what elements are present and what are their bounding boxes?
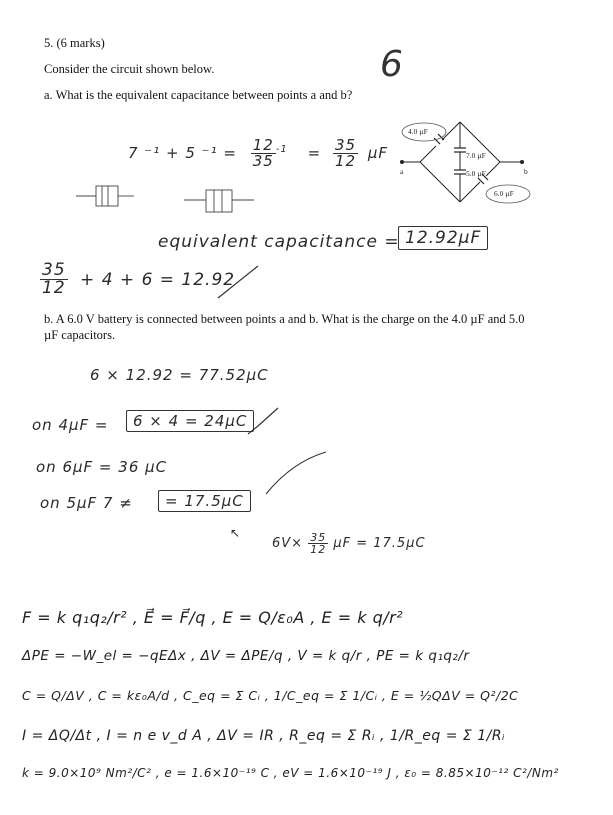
work-a-frac1 (251, 138, 276, 169)
work-a-frac2-den: 12 (334, 152, 357, 170)
formula-row-4: I = ΔQ/Δt , I = n e v_d A , ΔV = IR , R_eq = Σ Rᵢ , 1/R_eq = Σ 1/Rᵢ (22, 728, 506, 744)
work-b-on4-value: 6 × 4 = 24µC (126, 410, 254, 432)
formula-row-3: C = Q/ΔV , C = kε₀A/d , C_eq = Σ Cᵢ , 1/C_eq = Σ 1/Cᵢ , E = ½QΔV = Q²/2C (22, 688, 519, 703)
score-mark: 6 (380, 44, 403, 85)
work-b-on6: on 6µF = 36 µC (36, 458, 168, 476)
terminal-a (400, 160, 404, 164)
work-a-line1 (128, 138, 388, 169)
question-part-a: a. What is the equivalent capacitance between points a and b? (44, 88, 353, 102)
check-stroke-a (214, 262, 264, 302)
work-a-eq: = (307, 144, 322, 162)
work-b-total: 6 × 12.92 = 77.52µC (90, 366, 269, 384)
question-part-b-line1: b. A 6.0 V battery is connected between points a and b. What is the charge on the 4.0 µF and 5.0 (44, 312, 525, 326)
question-number: 5. (6 marks) (44, 36, 105, 50)
work-b-on5-label: on 5µF 7 ≠ (40, 494, 133, 512)
work-a-lhs: 7 ⁻¹ + 5 ⁻¹ = (128, 144, 237, 162)
work-a-frac2-num: 35 (334, 136, 357, 154)
work-a-unit: µF (367, 144, 388, 162)
label-4uF: 4.0 µF (408, 127, 428, 136)
formula-row-5: k = 9.0×10⁹ Nm²/C² , e = 1.6×10⁻¹⁹ C , eV = 1.6×10⁻¹⁹ J , ε₀ = 8.85×10⁻¹² C²/Nm² (22, 766, 559, 780)
work-a-frac2 (333, 138, 358, 169)
work-a-line2-num: 35 (42, 260, 66, 280)
work-a-line2-rest: + 4 + 6 = 12.92 (80, 269, 236, 290)
answer-a-value: 12.92µF (398, 226, 488, 250)
work-a-frac1-den: 35 (252, 152, 274, 170)
question-prompt: Consider the circuit shown below. (44, 62, 215, 76)
side-calc-den: 12 (310, 543, 327, 556)
capacitor-4uF-plate2 (438, 134, 444, 140)
check-stroke-b1 (244, 404, 284, 440)
work-a-line2-den: 12 (42, 278, 66, 298)
side-calc-suffix: µF = 17.5µC (333, 536, 426, 551)
work-b-side-calc (272, 532, 426, 555)
question-part-b-line2: µF capacitors. (44, 328, 116, 342)
sketch-doodles (74, 178, 264, 218)
label-7uF: 7.0 µF (466, 151, 486, 160)
side-calc-prefix: 6V× (272, 536, 304, 551)
label-b: b (524, 167, 528, 176)
formula-row-1: F = k q₁q₂/r² , E⃗ = F⃗/q , E = Q/ε₀A , E = k q/r² (22, 608, 404, 627)
side-calc-frac (308, 532, 328, 555)
work-b-on4-label: on 4µF = (32, 416, 109, 434)
side-calc-num: 35 (310, 531, 327, 544)
circuit-diagram (398, 112, 538, 212)
answer-a-label: equivalent capacitance = (158, 232, 400, 252)
terminal-b (520, 160, 524, 164)
work-a-frac1-num: 12 (252, 136, 274, 154)
arrow-mark: ↖ (230, 526, 242, 540)
work-a-frac1-exp: -1 (275, 144, 288, 155)
formula-row-2: ΔPE = −W_el = −qEΔx , ΔV = ΔPE/q , V = k q/r , PE = k q₁q₂/r (22, 648, 470, 664)
label-a: a (400, 167, 404, 176)
label-5uF: 5.0 µF (466, 169, 486, 178)
work-a-line2-frac (40, 262, 68, 297)
check-stroke-b2 (262, 448, 332, 498)
label-6uF: 6.0 µF (494, 189, 514, 198)
work-a-line2 (40, 262, 235, 297)
work-b-on5-value: = 17.5µC (158, 490, 251, 512)
